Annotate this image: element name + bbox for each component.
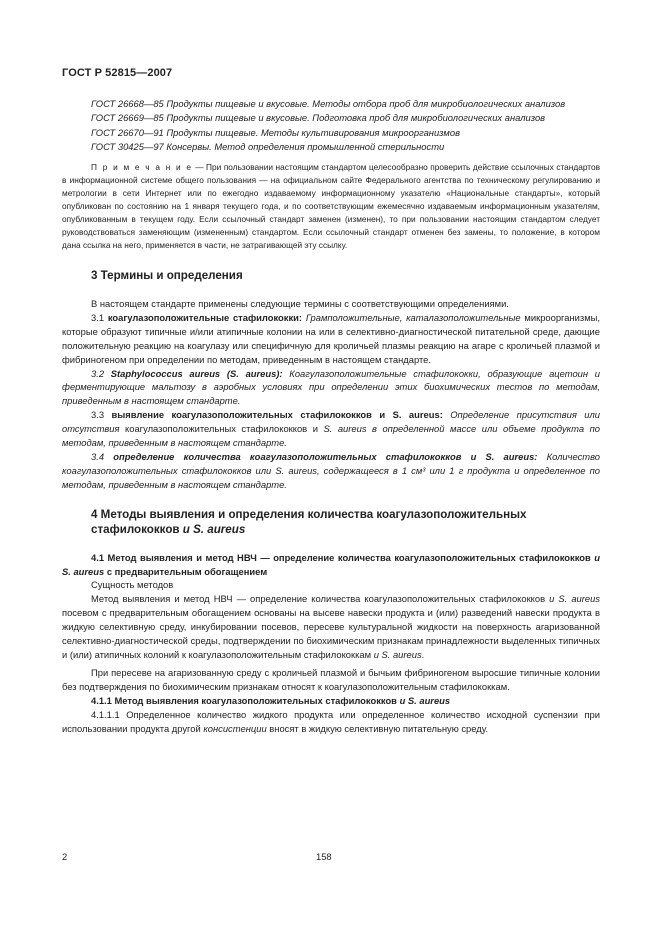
heading-text-italic: и S. aureus bbox=[399, 694, 451, 706]
term-number: 3.2 bbox=[91, 367, 111, 379]
subsection-4-1-heading bbox=[62, 551, 600, 579]
reference-standard: ГОСТ 26669—85 Продукты пищевые и вкусовые. Подготовка проб для микробиологических анализов bbox=[91, 112, 546, 124]
paragraph-text-italic: консистенции bbox=[203, 722, 267, 734]
reference-standard: ГОСТ 30425—97 Консервы. Метод определения промышленной стерильности bbox=[91, 141, 445, 153]
term-definition: Коагулазоположительные стафилококки, образующие ацетоин и ферментирующие мальтозу в аэробных условиях при определении этих биохимических тестов по методам, приведенным в настоящем стандарте. bbox=[62, 367, 600, 407]
term-definition-italic: S. aureus bbox=[323, 423, 367, 435]
term-definition-italic: в определенной массе или объеме продукта по методам, приведенным в настоящем стандарте. bbox=[62, 423, 600, 449]
term-name: определение количества коагулазоположительных стафилококков и S. aureus: bbox=[113, 450, 538, 462]
paragraph-text: 4.1.1.1 Определенное количество жидкого продукта или определенное количество исходной суспензии при использовании продукта другой bbox=[62, 708, 600, 734]
section-3-intro: В настоящем стандарте применены следующие термины с соответствующими определениями. bbox=[91, 297, 509, 309]
term-3-2 bbox=[62, 367, 600, 409]
reference-standard: ГОСТ 26670—91 Продукты пищевые. Методы культивирования микроорганизмов bbox=[91, 126, 460, 138]
term-name: коагулазоположительные стафилококки: bbox=[107, 311, 303, 323]
paragraph-text: . bbox=[421, 649, 425, 660]
document-header: ГОСТ Р 52815—2007 bbox=[62, 67, 173, 79]
subsection-4-1-1-heading bbox=[62, 694, 600, 708]
note-text: — При пользовании настоящим стандартом целесообразно проверить действие ссылочных стандартов в информационной системе общего пользования — на официальном сайте Федерального агентства по техническому регулированию и метрологии в сети Интернет или по ежегодно издаваемому информационному указателю «Национальные стандарты», который опубликован по состоянию на 1 января текущего года, и по соответствующим ежемесячно издаваемым информационным указателям, опубликованным в текущем году. Если ссылочный стандарт заменен (изменен), то при пользовании настоящим стандартом следует руководствоваться заменяющим (измененным) стандартом. Если ссылочный стандарт отменен без замены, то положение, в котором дана ссылка на него, применяется в части, не затрагивающей эту ссылку. bbox=[62, 162, 600, 250]
heading-text-italic: и S. aureus bbox=[182, 523, 246, 537]
clause-4-1-1-1 bbox=[62, 708, 600, 736]
term-number: 3.3 bbox=[91, 409, 112, 421]
reference-standard: ГОСТ 26668—85 Продукты пищевые и вкусовые. Методы отбора проб для микробиологических анализов bbox=[91, 98, 566, 109]
sheet-number: 158 bbox=[316, 851, 332, 862]
heading-text: 4 Методы выявления и определения количества коагулазоположительных стафилококков bbox=[91, 507, 527, 537]
term-definition: микроорганизмы, которые образуют типичные и/или атипичные колонии на или в селективно-диагностической питательной среде, дающие положительную реакцию на коагулазу или специфичную для кроличьей плазмы реакцию на агаре с кроличьей плазмой и фибриногеном при определении по методам, приведенным в настоящем стандарте. bbox=[62, 311, 600, 365]
term-definition-italic: Определение присутствия или отсутствия bbox=[62, 409, 601, 435]
term-3-1 bbox=[62, 311, 600, 367]
section-4-heading bbox=[62, 507, 600, 538]
term-number: 3.1 bbox=[91, 311, 108, 323]
term-definition-italic: Грамположительные, каталазоположительные bbox=[302, 311, 521, 323]
heading-text: 4.1.1 Метод выявления коагулазоположительных стафилококков bbox=[91, 694, 400, 706]
paragraph-text-italic: и S. aureus bbox=[373, 649, 422, 660]
note-paragraph bbox=[62, 161, 600, 251]
note-label: П р и м е ч а н и е bbox=[91, 162, 193, 173]
term-name: выявление коагулазоположительных стафилококков и S. aureus: bbox=[111, 409, 443, 421]
document-body bbox=[62, 97, 600, 735]
term-3-3 bbox=[62, 408, 600, 450]
paragraph-text: вносят в жидкую селективную питательную среду. bbox=[266, 722, 489, 734]
paragraph-text: Метод выявления и метод НВЧ — определение количества коагулазоположительных стафилококков bbox=[91, 593, 550, 605]
page-number: 2 bbox=[62, 851, 68, 862]
heading-text: с предварительным обогащением bbox=[104, 565, 268, 577]
methods-paragraph bbox=[62, 592, 600, 662]
reseeding-paragraph: При пересеве на агаризованную среду с кроличьей плазмой и бычьим фибриногеном выросшие типичные колонии без подтверждения по биохимическим признакам относят к коагулазоположительным стафилококкам. bbox=[62, 666, 600, 692]
section-3-heading: 3 Термины и определения bbox=[91, 269, 243, 283]
paragraph-text: посевом с предварительным обогащением основаны на высеве навески продукта и (или) разведений навески продукта в жидкую селективную среду, инкубировании посевов, пересеве культуральной жидкости на поверхность агаризованной селективно-диагностической среды, подтверждении по биохимическим признакам принадлежности выделенных типичных и (или) атипичных колоний к коагулазоположительным стафилококкам bbox=[62, 607, 600, 660]
term-definition: Количество коагулазоположительных стафилококков или S. aureus, содержащееся в 1 см³ или 1 г продукта и определенное по методам, приведенным в настоящем стандарте. bbox=[62, 450, 600, 490]
heading-text-italic: и S. aureus bbox=[62, 551, 600, 577]
term-3-4 bbox=[62, 450, 600, 492]
term-number: 3.4 bbox=[91, 450, 114, 462]
term-name: Staphylococcus aureus (S. aureus): bbox=[110, 367, 283, 379]
heading-text: 4.1 Метод выявления и метод НВЧ — определение количества коагулазоположительных стафилококков bbox=[91, 551, 595, 563]
essence-title: Сущность методов bbox=[91, 579, 174, 591]
paragraph-text-italic: и S. aureus bbox=[549, 593, 600, 605]
term-definition: коагулазоположительных стафилококков и bbox=[119, 423, 324, 435]
